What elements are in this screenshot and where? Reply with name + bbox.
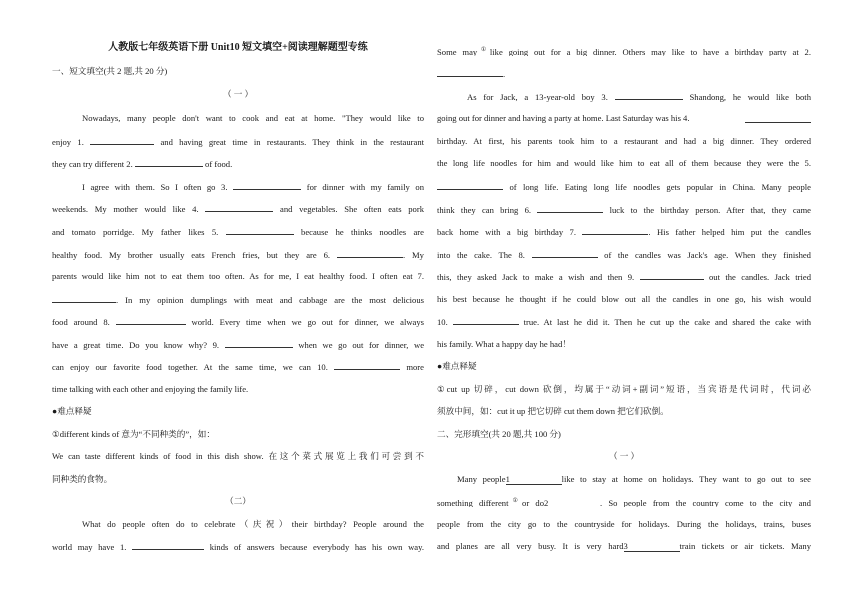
note-line: 须放中间，如：cut it up 把它切碎 cut them down 把它们砍倒。: [437, 406, 669, 416]
section-heading-2: 二、完形填空(共 20 题,共 100 分): [437, 429, 561, 439]
passage-2-line: of long life. Eating long life noodles gets popular in China. Many people: [437, 181, 811, 192]
answer-blank[interactable]: [745, 114, 811, 123]
note-heading: ●难点释疑: [52, 406, 92, 416]
passage-2-line: this, they asked Jack to make a wish and then 9. out the candles. Jack tried: [437, 272, 811, 282]
passage-2-line: going out for dinner and having a party at home. Last Saturday was his 4.: [437, 113, 811, 124]
passage-1-heading: （ 一 ）: [222, 89, 254, 99]
passage-1-line: and tomato porridge. My father likes 5. because he thinks noodles are: [52, 227, 424, 237]
note-heading: ●难点释疑: [437, 361, 477, 371]
answer-blank[interactable]: [337, 249, 403, 258]
cloze-blank[interactable]: 3: [624, 542, 680, 552]
passage-1-line: enjoy 1. and having great time in restaurants. They think in the restaurant: [52, 137, 424, 147]
passage-2-line: think they can bring 6. luck to the birthday person. After that, they came: [437, 205, 811, 215]
passage-2-line: As for Jack, a 13-year-old boy 3. Shandong, he would like both: [467, 92, 811, 102]
answer-blank[interactable]: [226, 226, 294, 235]
answer-blank[interactable]: [532, 249, 598, 258]
passage-1-line: food around 8. world. Every time when we go out for dinner, we always: [52, 317, 424, 327]
passage-2-line: the long life noodles for him and would like him to eat all of them because they were the 5.: [437, 158, 811, 168]
answer-blank[interactable]: [205, 203, 273, 212]
footnote-marker: ①: [477, 47, 490, 53]
answer-blank[interactable]: [52, 294, 116, 303]
passage-2-line: birthday. At first, his parents took him to a restaurant and had a big dinner. They ordered: [437, 136, 811, 146]
answer-blank[interactable]: [437, 181, 503, 190]
answer-blank[interactable]: [135, 158, 203, 167]
cloze-line: Many people1 like to stay at home on holidays. They want to go out to see: [457, 474, 811, 484]
passage-2-line: into the cake. The 8. of the candles was Jack's age. When they finished: [437, 250, 811, 260]
answer-blank[interactable]: [116, 316, 186, 325]
answer-blank[interactable]: [582, 226, 648, 235]
note-line: 同种类的食物。: [52, 474, 113, 484]
note-line: ①different kinds of 意为“不同种类的”，如：: [52, 429, 215, 439]
passage-2-line: .: [437, 68, 505, 80]
passage-1-line: parents would like him not to eat them too often. As for me, I eat healthy food. I often eat 7.: [52, 271, 424, 281]
passage-1-line: they can try different 2. of food.: [52, 159, 233, 169]
passage-2-line: What do people often do to celebrate（庆祝）their birthday? People around the: [82, 519, 424, 529]
passage-2-line: 10. true. At last he did it. Then he cut up the cake and shared the cake with: [437, 317, 811, 327]
answer-blank[interactable]: [640, 271, 704, 280]
section-heading-1: 一、短文填空(共 2 题,共 20 分): [52, 66, 168, 76]
passage-1-line: can enjoy our favorite food together. At the same time, we can 10. more: [52, 362, 424, 372]
footnote-marker: ①: [508, 498, 523, 504]
cloze-blank[interactable]: 2: [544, 499, 600, 507]
passage-2-line: world may have 1. kinds of answers because everybody has his own way.: [52, 542, 424, 552]
document-title: 人教版七年级英语下册 Unit10 短文填空+阅读理解题型专练: [108, 42, 368, 53]
answer-blank[interactable]: [132, 541, 204, 550]
passage-1-line: I agree with them. So I often go 3. for dinner with my family on: [82, 182, 424, 192]
answer-blank[interactable]: [334, 361, 400, 370]
passage-2-line: his best because he thought if he could blow out all the candles in one go, his wish would: [437, 294, 811, 304]
answer-blank[interactable]: [437, 68, 503, 77]
answer-blank[interactable]: [233, 181, 301, 190]
cloze-line: and planes are all very busy. It is very hard3 train tickets or air tickets. Many: [437, 541, 811, 551]
passage-1-line: time talking with each other and enjoying the family life.: [52, 384, 249, 394]
cloze-line: people from the city go to the countryside for holidays. During the holidays, trains, buses: [437, 519, 811, 529]
answer-blank[interactable]: [537, 204, 603, 213]
note-line: ①cut up 切碎，cut down 砍倒，均属于“动词+副词”短语，当宾语是代词时，代词必: [437, 384, 811, 394]
cloze-line: something different①or do2 . So people from the country come to the city and: [437, 497, 811, 507]
note-line: We can taste different kinds of food in this dish show. 在这个菜式展览上我们可尝到不: [52, 451, 424, 461]
passage-2-heading: （二）: [225, 496, 251, 506]
passage-2-line: his family. What a happy day he had！: [437, 339, 571, 349]
passage-2-line: back home with a big birthday 7. . His father helped him put the candles: [437, 227, 811, 237]
answer-blank[interactable]: [225, 339, 293, 348]
passage-1-line: weekends. My mother would like 4. and vegetables. She often eats pork: [52, 204, 424, 214]
answer-blank[interactable]: [453, 316, 519, 325]
passage-2-line: Some may①like going out for a big dinner. Others may like to have a birthday party at 2.: [437, 46, 811, 56]
passage-1-line: Nowadays, many people don't want to cook and eat at home. "They would like to: [82, 113, 424, 123]
passage-1-line: have a great time. Do you know why? 9. when we go out for dinner, we: [52, 340, 424, 350]
passage-1-line: . In my opinion dumplings with meat and cabbage are the most delicious: [52, 294, 424, 305]
cloze-heading: （ 一 ）: [608, 451, 640, 461]
cloze-blank[interactable]: 1: [506, 475, 562, 485]
answer-blank[interactable]: [90, 136, 154, 145]
passage-1-line: healthy food. My brother usually eats French fries, but they are 6. . My: [52, 250, 424, 260]
answer-blank[interactable]: [615, 91, 683, 100]
